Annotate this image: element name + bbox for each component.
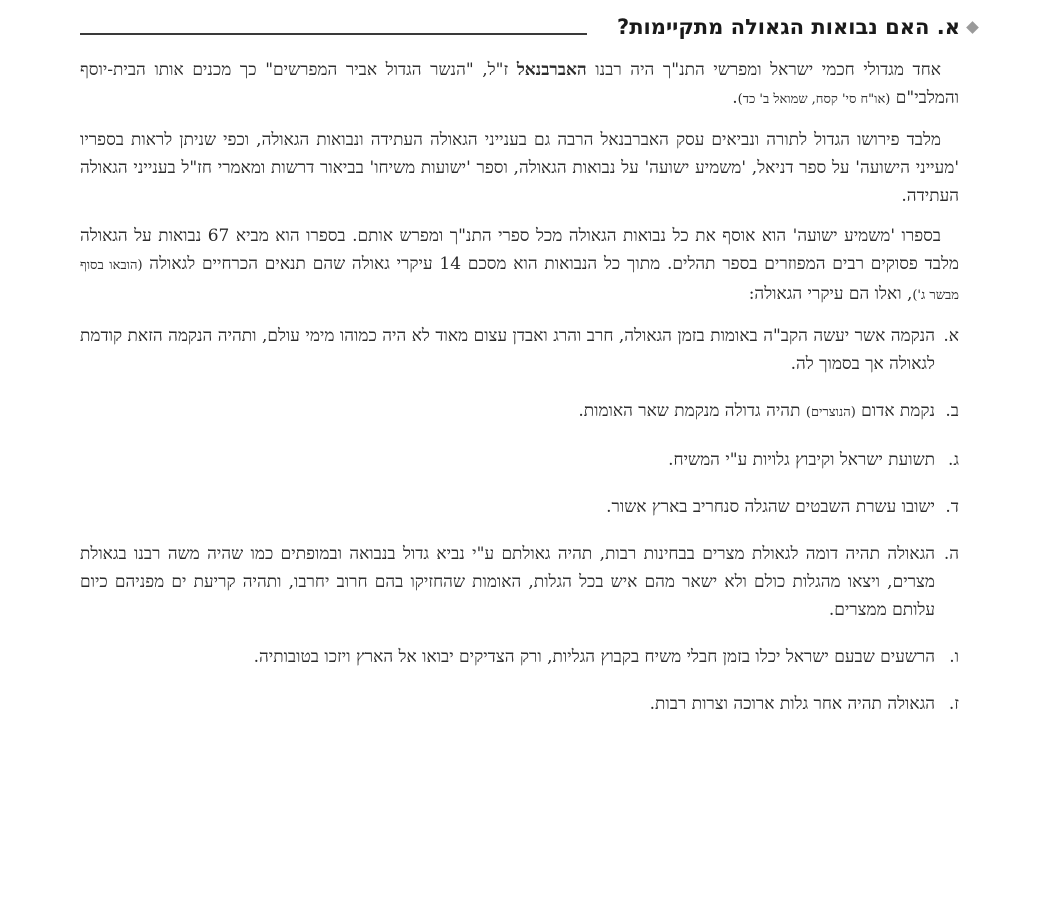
paragraph-summary — [80, 222, 959, 310]
item-text: הגאולה תהיה אחר גלות ארוכה וצרות רבות. — [649, 694, 935, 714]
paragraph-intro — [80, 56, 959, 114]
source-citation: (הובאו בסוף מבשר ג') — [80, 258, 959, 303]
item-marker: א. — [943, 326, 959, 346]
list-item — [80, 397, 959, 427]
item-text: ישובו עשרת השבטים שהגלה סנחריב בארץ אשור. — [606, 497, 935, 517]
list-item — [80, 690, 959, 718]
paragraph-text: אחד מגדולי חכמי ישראל ומפרשי התנ"ך היה רבנו — [586, 60, 941, 80]
list-item — [80, 446, 959, 474]
item-note: (הנוצרים) — [805, 405, 856, 420]
item-marker: ו. — [949, 647, 959, 667]
paragraph-works: מלבד פירושו הגדול לתורה ונביאים עסק האברבנאל הרבה גם בענייני הגאולה העתידה ונבואות הגאולה, וכפי שניתן לראות בספריו 'מעייני הישועה' על ספר דניאל, 'משמיע ישועה' על נבואות הגאולה, וספר 'ישועות משיחו' בביאור דרשות ומאמרי חז"ל בענייני הגאולה העתידה. — [80, 130, 959, 206]
item-text: תשועת ישראל וקיבוץ גלויות ע"י המשיח. — [668, 450, 935, 470]
list-item — [80, 540, 959, 624]
item-text: הנקמה אשר יעשה הקב"ה באומות בזמן הגאולה, חרב והרג ואבדן עצום מאוד לא היה כמוהו מימי עולם, ותהיה הנקמה הזאת קודמת לגאולה אך בסמוך לה. — [80, 326, 935, 374]
bold-name: האברבנאל — [516, 60, 587, 80]
source-citation: (או"ח סי' קסח, שמואל ב' כד) — [737, 92, 891, 107]
paragraph-text: בספרו 'משמיע ישועה' הוא אוסף את כל נבואות הגאולה מכל ספרי התנ"ך ומפרש אותם. בספרו הוא מביא 67 נבואות על הגאולה מלבד פסוקים רבים המפוזרים בספר תהלים. מתוך כל הנבואות הוא מסכם 14 עיקרי גאולה שהם תנאים הכרחיים לגאולה — [80, 226, 959, 274]
list-item — [80, 643, 959, 671]
item-text: הרשעים שבעם ישראל יכלו בזמן חבלי משיח בקבוץ הגליות, ורק הצדיקים יבואו אל הארץ ויזכו בטובותיה. — [253, 647, 935, 667]
title-underline — [80, 33, 587, 35]
paragraph-text: ז"ל, "הנשר הגדול אביר המפרשים" כך מכנים אותו הבית-יוסף והמלבי"ם — [80, 60, 959, 108]
item-text: תהיה גדולה מנקמת שאר האומות. — [578, 401, 806, 421]
item-marker: ד. — [945, 497, 959, 517]
section-title: א. האם נבואות הגאולה מתקיימות? — [617, 15, 960, 39]
paragraph-text: . — [732, 88, 738, 108]
diamond-bullet-icon — [966, 21, 979, 34]
article-body — [80, 56, 959, 737]
item-marker: ה. — [943, 544, 959, 564]
list-item — [80, 322, 959, 378]
item-marker: ז. — [948, 694, 959, 714]
item-marker: ג. — [947, 450, 959, 470]
item-marker: ב. — [945, 401, 959, 421]
section-header — [80, 12, 977, 42]
list-item — [80, 493, 959, 521]
item-text: הגאולה תהיה דומה לגאולת מצרים בבחינות רבות, תהיה גאולתם ע"י נביא גדול בנבואה ובמופתים כמו שהיה משה רבנו בגאולת מצרים, ויצאו מהגלות כולם ולא ישאר מהם איש בכל הגלות, האומות שהחזיקו בהם חרוב יחרבו, ותהיה קריעת ים מפניהם כיום עלותם ממצרים. — [80, 544, 935, 620]
principles-list — [80, 322, 959, 718]
item-text: נקמת אדום — [855, 401, 935, 421]
paragraph-text: , ואלו הם עיקרי הגאולה: — [748, 284, 913, 304]
